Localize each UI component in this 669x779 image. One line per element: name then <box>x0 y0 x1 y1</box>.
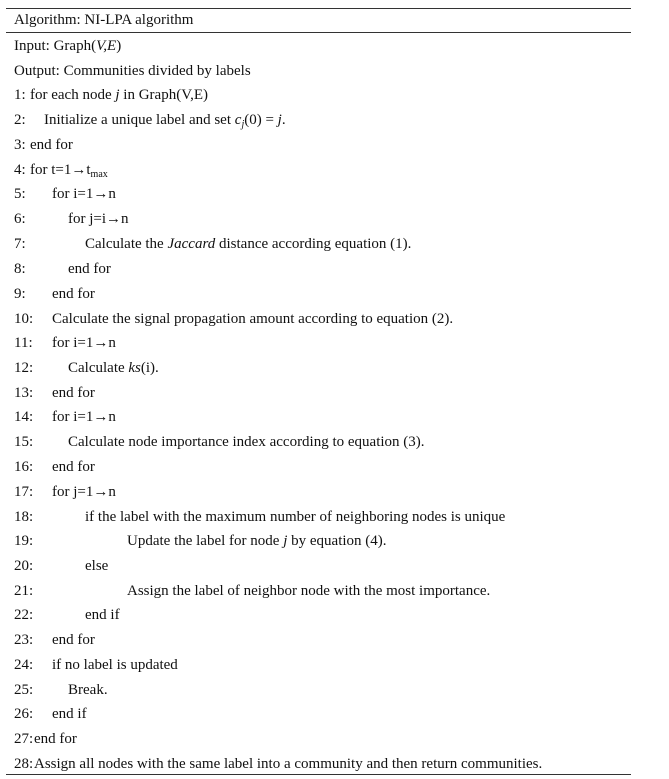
algorithm-line <box>0 135 660 155</box>
line-text <box>52 383 95 403</box>
line-fragment: Jaccard <box>167 236 216 252</box>
algorithm-line <box>0 184 660 204</box>
line-fragment: if no label is updated <box>52 657 178 673</box>
line-text <box>30 160 108 182</box>
input-prefix: Input: Graph( <box>14 38 97 54</box>
line-fragment: (i). <box>140 360 159 376</box>
line-number: 19: <box>14 533 34 549</box>
line-fragment: Calculate node importance index according to equation (3). <box>68 434 425 450</box>
algorithm-line <box>0 259 660 279</box>
line-fragment: Initialize a unique label and set <box>44 112 235 128</box>
line-text <box>52 407 116 427</box>
algorithm-line <box>0 333 660 353</box>
line-fragment: for i=1→n <box>52 186 116 202</box>
algorithm-line <box>0 432 660 452</box>
algorithm-line <box>0 160 660 180</box>
line-fragment: end for <box>30 137 73 153</box>
line-text <box>52 482 116 502</box>
line-number: 8: <box>14 261 26 277</box>
line-fragment: for j=1→n <box>52 484 116 500</box>
algorithm-line <box>0 309 660 329</box>
line-number: 23: <box>14 632 34 648</box>
line-fragment: else <box>85 558 109 574</box>
line-fragment: for each node <box>30 87 116 103</box>
line-text <box>68 432 425 452</box>
line-fragment: max <box>90 169 108 180</box>
line-fragment: end if <box>85 607 120 623</box>
line-fragment: end for <box>52 286 95 302</box>
line-text <box>68 259 111 279</box>
algorithm-line <box>0 110 660 130</box>
line-fragment: j <box>277 112 282 128</box>
line-fragment: for j=i→n <box>68 211 129 227</box>
line-fragment: j <box>241 119 245 130</box>
line-number: 24: <box>14 657 34 673</box>
line-number: 7: <box>14 236 26 252</box>
line-fragment: . <box>281 112 286 128</box>
line-fragment: Assign all nodes with the same label into a community and then return communities. <box>34 756 543 772</box>
line-text <box>85 234 411 254</box>
output-text: Output: Communities divided by labels <box>14 63 251 79</box>
line-number: 15: <box>14 434 34 450</box>
line-number: 13: <box>14 385 34 401</box>
line-number: 26: <box>14 706 34 722</box>
line-fragment: Assign the label of neighbor node with the most importance. <box>127 583 491 599</box>
line-fragment: Break. <box>68 682 108 698</box>
line-text <box>52 704 87 724</box>
line-number: 18: <box>14 509 34 525</box>
line-fragment: ks <box>128 360 141 376</box>
line-text <box>85 507 505 527</box>
algorithm-line <box>0 383 660 403</box>
line-text <box>52 309 453 329</box>
line-number: 14: <box>14 409 34 425</box>
line-fragment: for i=1→n <box>52 409 116 425</box>
line-text <box>52 333 116 353</box>
line-number: 16: <box>14 459 34 475</box>
title-rule <box>6 32 631 33</box>
algorithm-line <box>0 482 660 502</box>
algorithm-line <box>0 407 660 427</box>
line-number: 12: <box>14 360 34 376</box>
line-text <box>85 556 108 576</box>
line-fragment: distance according equation (1). <box>215 236 412 252</box>
line-text <box>85 605 120 625</box>
algorithm-line <box>0 630 660 650</box>
line-number: 17: <box>14 484 34 500</box>
line-number: 20: <box>14 558 34 574</box>
algorithm-line <box>0 605 660 625</box>
line-fragment: for i=1→n <box>52 335 116 351</box>
line-fragment: end for <box>52 632 95 648</box>
algorithm-title <box>14 10 193 30</box>
line-fragment: end for <box>52 385 95 401</box>
line-number: 9: <box>14 286 26 302</box>
algorithm-line <box>0 284 660 304</box>
line-fragment: end for <box>68 261 111 277</box>
algorithm-line <box>0 655 660 675</box>
output-line <box>14 61 251 81</box>
algorithm-line <box>0 556 660 576</box>
line-number: 27: <box>14 731 34 747</box>
line-fragment: j <box>115 87 120 103</box>
line-number: 4: <box>14 162 26 178</box>
top-rule <box>6 8 631 9</box>
line-fragment: Calculate <box>68 360 129 376</box>
line-number: 28: <box>14 756 34 772</box>
line-number: 1: <box>14 87 26 103</box>
line-fragment: end for <box>34 731 77 747</box>
input-line <box>14 36 121 56</box>
line-fragment: end for <box>52 459 95 475</box>
line-number: 11: <box>14 335 33 351</box>
line-text <box>68 209 129 229</box>
algorithm-line <box>0 729 660 749</box>
algorithm-line <box>0 507 660 527</box>
algorithm-line <box>0 209 660 229</box>
algorithm-line <box>0 531 660 551</box>
line-text <box>68 358 159 378</box>
line-fragment: (0) = <box>244 112 278 128</box>
line-number: 2: <box>14 112 26 128</box>
algorithm-line <box>0 358 660 378</box>
input-suffix: ) <box>116 38 122 54</box>
line-text <box>52 630 95 650</box>
line-text <box>30 85 208 105</box>
algorithm-line <box>0 581 660 601</box>
line-fragment: Update the label for node <box>127 533 284 549</box>
bottom-rule <box>6 774 631 775</box>
line-number: 5: <box>14 186 26 202</box>
line-fragment: Calculate the <box>85 236 168 252</box>
line-text <box>44 110 286 132</box>
algorithm-line <box>0 754 660 774</box>
line-text <box>52 184 116 204</box>
line-number: 25: <box>14 682 34 698</box>
algorithm-line <box>0 85 660 105</box>
line-number: 3: <box>14 137 26 153</box>
line-fragment: j <box>283 533 288 549</box>
line-fragment: Calculate the signal propagation amount according to equation (2). <box>52 311 454 327</box>
line-text <box>52 655 178 675</box>
line-text <box>30 135 73 155</box>
line-text <box>34 729 77 749</box>
line-number: 21: <box>14 583 34 599</box>
algorithm-line <box>0 704 660 724</box>
line-fragment: in Graph(V,E) <box>119 87 209 103</box>
line-number: 10: <box>14 311 34 327</box>
line-fragment: c <box>234 112 242 128</box>
input-args: V,E <box>96 38 117 54</box>
line-fragment: end if <box>52 706 87 722</box>
line-fragment: if the label with the maximum number of neighboring nodes is unique <box>85 509 506 525</box>
algorithm-title-text: Algorithm: NI-LPA algorithm <box>14 12 194 28</box>
line-text <box>127 581 490 601</box>
line-number: 6: <box>14 211 26 227</box>
line-number: 22: <box>14 607 34 623</box>
algorithm-line <box>0 457 660 477</box>
algorithm-line <box>0 680 660 700</box>
line-text <box>127 531 387 551</box>
line-text <box>52 457 95 477</box>
line-fragment: by equation (4). <box>287 533 387 549</box>
line-text <box>34 754 542 774</box>
algorithm-line <box>0 234 660 254</box>
line-text <box>52 284 95 304</box>
line-fragment: for t=1→t <box>30 162 91 178</box>
line-text <box>68 680 108 700</box>
